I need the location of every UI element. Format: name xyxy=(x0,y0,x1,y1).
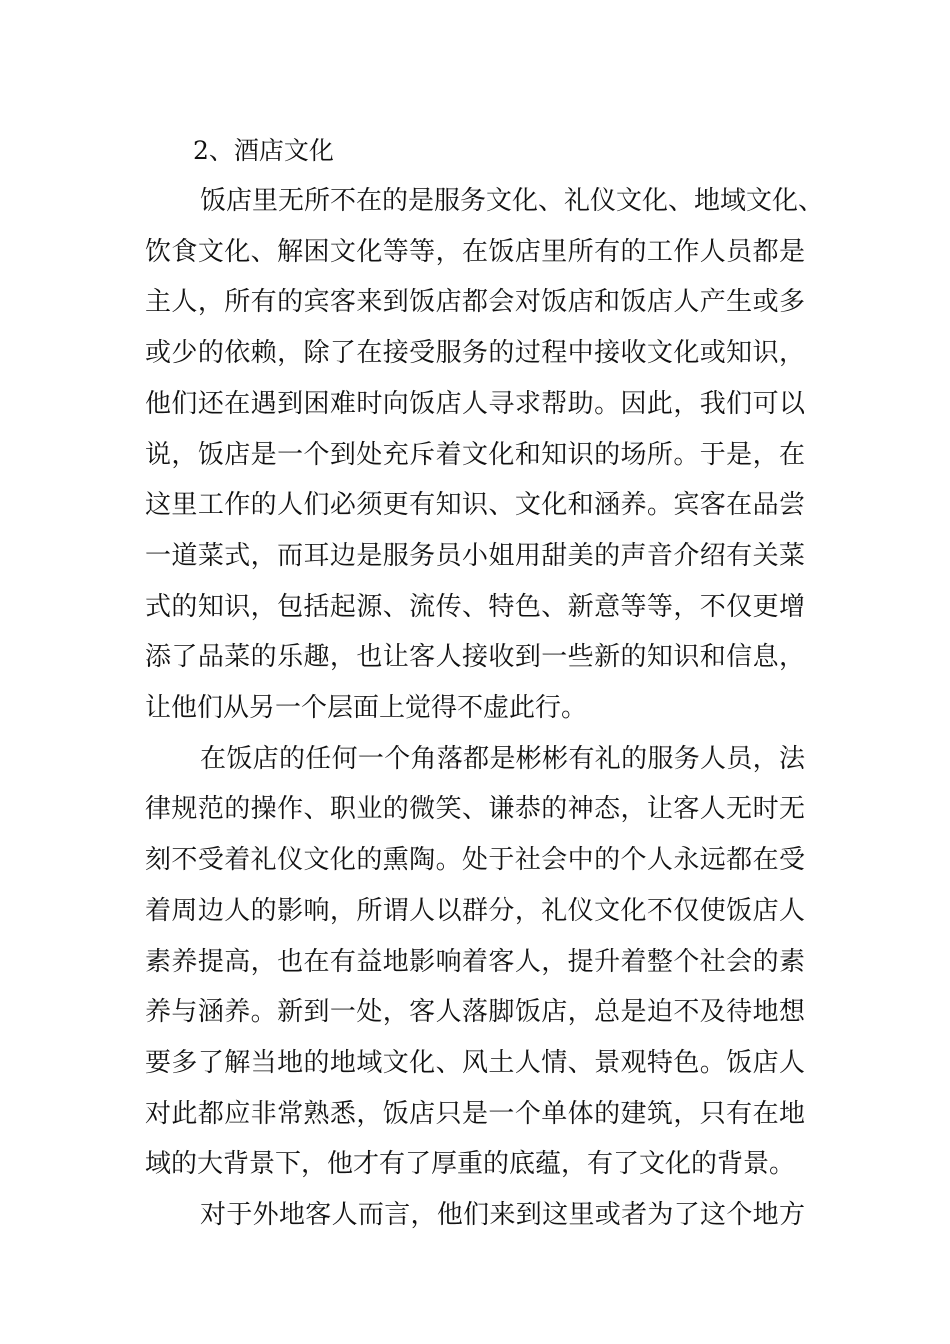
paragraph-line: 养与涵养。新到一处，客人落脚饭店，总是迫不及待地想 xyxy=(145,997,805,1027)
section-heading: 2、酒店文化 xyxy=(193,136,334,165)
paragraph-line: 对此都应非常熟悉，饭店只是一个单体的建筑，只有在地 xyxy=(145,1099,805,1129)
paragraph-line: 饮食文化、解困文化等等，在饭店里所有的工作人员都是 xyxy=(145,237,805,267)
paragraph-line: 他们还在遇到困难时向饭店人寻求帮助。因此，我们可以 xyxy=(145,389,805,419)
paragraph-first-line: 在饭店的任何一个角落都是彬彬有礼的服务人员，法 xyxy=(200,744,805,774)
paragraph-line: 着周边人的影响，所谓人以群分，礼仪文化不仅使饭店人 xyxy=(145,896,805,926)
paragraph-first-line: 饭店里无所不在的是服务文化、礼仪文化、地域文化、 xyxy=(200,186,825,216)
paragraph-line: 说，饭店是一个到处充斥着文化和知识的场所。于是，在 xyxy=(145,440,805,470)
paragraph-line: 刻不受着礼仪文化的熏陶。处于社会中的个人永远都在受 xyxy=(145,845,805,875)
paragraph-line: 添了品菜的乐趣，也让客人接收到一些新的知识和信息， xyxy=(145,642,805,672)
paragraph-line: 一道菜式，而耳边是服务员小姐用甜美的声音介绍有关菜 xyxy=(145,541,805,571)
paragraph-line: 主人，所有的宾客来到饭店都会对饭店和饭店人产生或多 xyxy=(145,287,805,317)
paragraph-first-line: 对于外地客人而言，他们来到这里或者为了这个地方 xyxy=(200,1200,805,1230)
paragraph-line: 素养提高，也在有益地影响着客人，提升着整个社会的素 xyxy=(145,947,805,977)
paragraph-line: 这里工作的人们必须更有知识、文化和涵养。宾客在品尝 xyxy=(145,490,805,520)
paragraph-line: 让他们从另一个层面上觉得不虚此行。 xyxy=(145,693,588,723)
paragraph-line: 域的大背景下，他才有了厚重的底蕴，有了文化的背景。 xyxy=(145,1149,796,1179)
paragraph-line: 律规范的操作、职业的微笑、谦恭的神态，让客人无时无 xyxy=(145,794,805,824)
paragraph-line: 或少的依赖，除了在接受服务的过程中接收文化或知识， xyxy=(145,338,805,368)
paragraph-line: 要多了解当地的地域文化、风土人情、景观特色。饭店人 xyxy=(145,1048,805,1078)
paragraph-line: 式的知识，包括起源、流传、特色、新意等等，不仅更增 xyxy=(145,592,805,622)
